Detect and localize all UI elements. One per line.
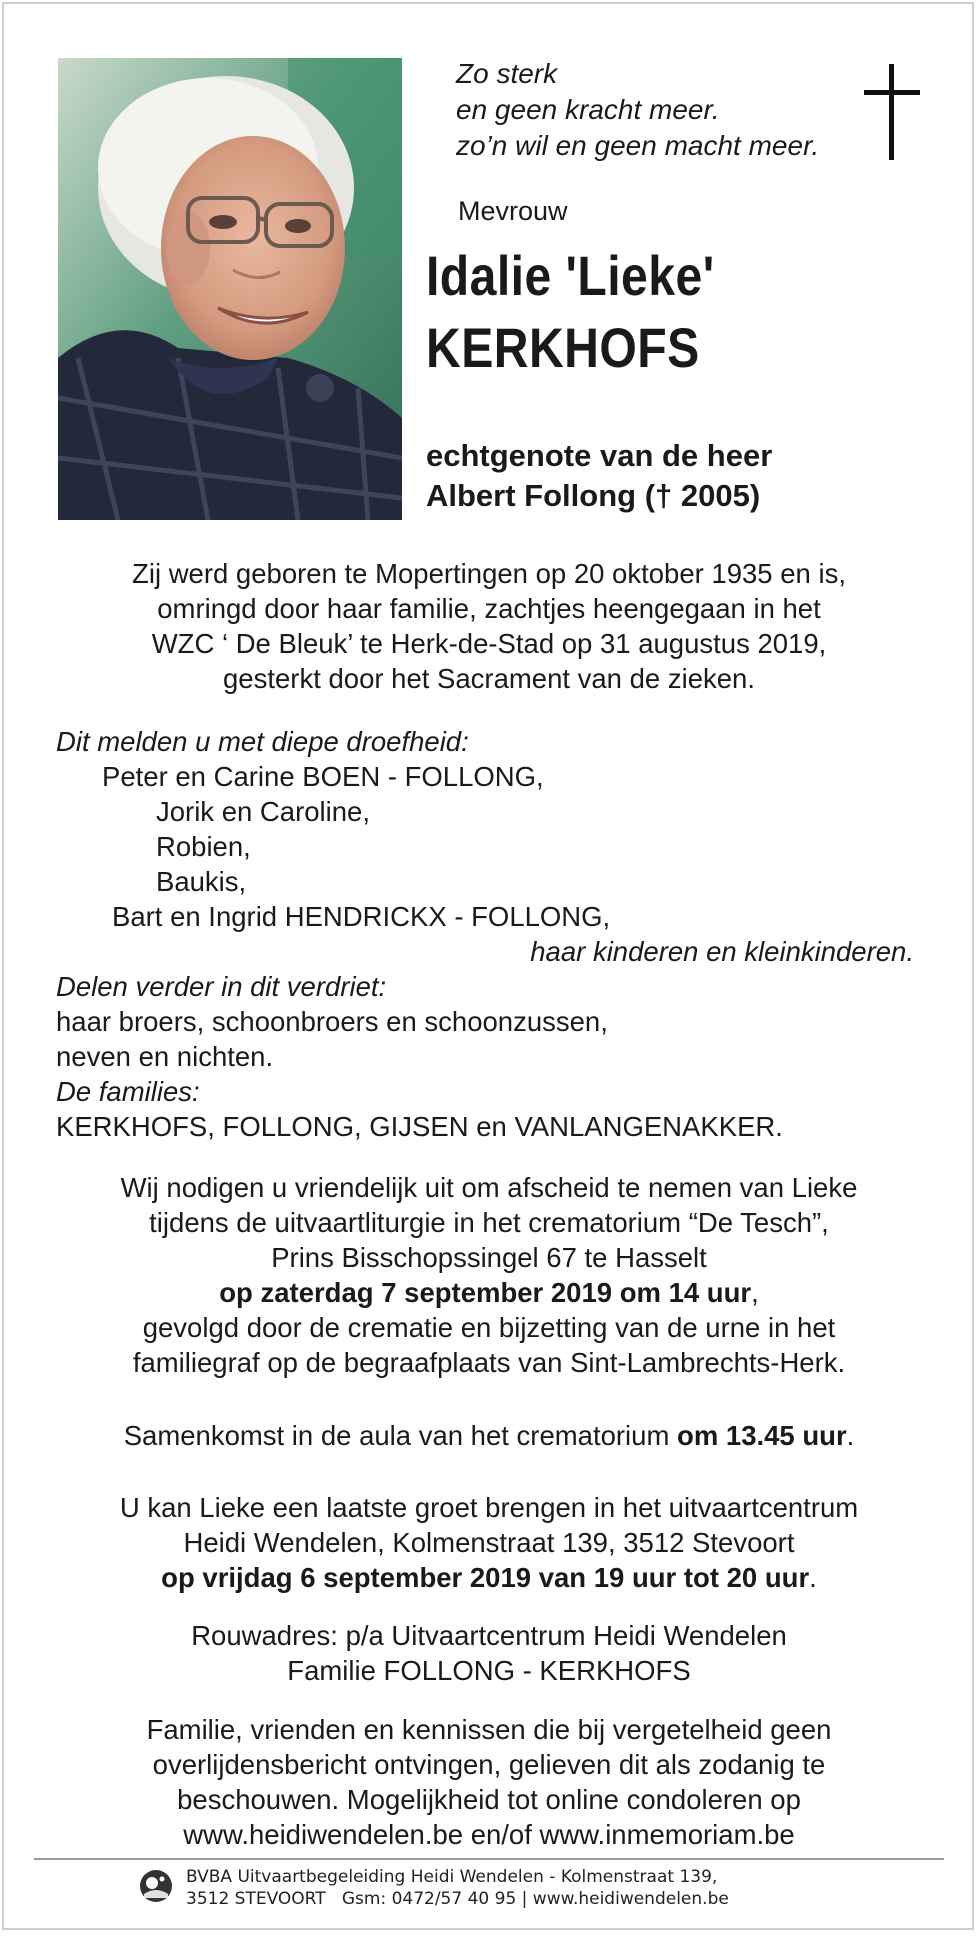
paragraph-line: omringd door haar familie, zachtjes heengegaan in het (157, 593, 821, 624)
poem (456, 56, 856, 164)
gathering-time: om 13.45 uur (677, 1420, 847, 1451)
family-intro: Dit melden u met diepe droefheid: (56, 726, 469, 757)
punctuation: . (809, 1562, 817, 1593)
footer-text (186, 1866, 729, 1910)
paragraph-line: U kan Lieke een laatste groet brengen in het uitvaartcentrum (119, 1492, 859, 1523)
paragraph-line: Familie, vrienden en kennissen die bij vergetelheid geen (146, 1714, 832, 1745)
address-line: Rouwadres: p/a Uitvaartcentrum Heidi Wendelen (191, 1620, 787, 1651)
deceased-name (426, 240, 715, 384)
paragraph-line: tijdens de uitvaartliturgie in het crematorium “De Tesch”, (149, 1207, 829, 1238)
paragraph-line: WZC ‘ De Bleuk’ te Herk-de-Stad op 31 augustus 2019, (151, 628, 827, 659)
footer-line: 3512 STEVOORT Gsm: 0472/57 40 95 | www.heidiwendelen.be (186, 1889, 729, 1909)
salutation: Mevrouw (458, 196, 568, 226)
share-intro: Delen verder in dit verdriet: (56, 971, 387, 1002)
paragraph-line: Wij nodigen u vriendelijk uit om afscheid te nemen van Lieke (120, 1172, 858, 1203)
punctuation: . (846, 1420, 855, 1451)
name-line: Idalie 'Lieke' (426, 244, 715, 307)
address-line: Familie FOLLONG - KERKHOFS (287, 1655, 691, 1686)
visitation-paragraph (56, 1490, 922, 1595)
website-line: www.heidiwendelen.be en/of www.inmemoriam.be (183, 1819, 795, 1850)
paragraph-line: gesterkt door het Sacrament van de zieken. (223, 663, 755, 694)
birth-paragraph (56, 556, 922, 696)
share-line: haar broers, schoonbroers en schoonzussen, (56, 1006, 608, 1037)
punctuation: , (751, 1277, 759, 1308)
poem-line: en geen kracht meer. (456, 94, 720, 125)
child-entry: Peter en Carine BOEN - FOLLONG, (102, 761, 544, 792)
families-list: KERKHOFS, FOLLONG, GIJSEN en VANLANGENAKKER. (56, 1111, 783, 1142)
grandchild-entry: Jorik en Caroline, (156, 796, 370, 827)
paragraph-line: beschouwen. Mogelijkheid tot online condoleren op (177, 1784, 801, 1815)
portrait-photo (58, 58, 402, 520)
grandchild-entry: Baukis, (156, 866, 247, 897)
visitation-date-line (56, 1560, 922, 1595)
paragraph-line: gevolgd door de crematie en bijzetting van de urne in het (142, 1312, 836, 1343)
gathering-line (56, 1418, 922, 1453)
family-section (56, 724, 922, 1144)
funeral-home-logo-icon (138, 1868, 174, 1904)
visitation-date: op vrijdag 6 september 2019 van 19 uur tot 20 uur (161, 1562, 810, 1593)
child-entry: Bart en Ingrid HENDRICKX - FOLLONG, (112, 901, 611, 932)
gathering-text: Samenkomst in de aula van het crematorium (123, 1420, 678, 1451)
poem-line: Zo sterk (456, 58, 558, 89)
notice-paragraph (56, 1712, 922, 1852)
grandchild-entry: Robien, (156, 831, 251, 862)
spouse-line: echtgenote van de heer (426, 438, 773, 473)
name-line: KERKHOFS (426, 316, 700, 379)
ceremony-date: op zaterdag 7 september 2019 om 14 uur (219, 1277, 752, 1308)
spouse-line: Albert Follong († 2005) (426, 478, 761, 513)
latin-cross-icon (862, 64, 922, 160)
paragraph-line: Heidi Wendelen, Kolmenstraat 139, 3512 Stevoort (183, 1527, 795, 1558)
ceremony-date-line (56, 1275, 922, 1310)
paragraph-line: familiegraf op de begraafplaats van Sint-Lambrechts-Herk. (132, 1347, 846, 1378)
paragraph-line: overlijdensbericht ontvingen, gelieven dit als zodanig te (152, 1749, 826, 1780)
paragraph-line: Zij werd geboren te Mopertingen op 20 oktober 1935 en is, (132, 558, 846, 589)
spouse-info (426, 436, 772, 516)
families-intro: De families: (56, 1076, 200, 1107)
footer-divider (34, 1858, 944, 1860)
poem-line: zo’n wil en geen macht meer. (456, 130, 820, 161)
gathering-paragraph (56, 1418, 922, 1453)
ceremony-paragraph (56, 1170, 922, 1380)
mourning-address (56, 1618, 922, 1688)
children-label: haar kinderen en kleinkinderen. (530, 936, 914, 967)
share-line: neven en nichten. (56, 1041, 274, 1072)
paragraph-line: Prins Bisschopssingel 67 te Hasselt (271, 1242, 707, 1273)
footer-line: BVBA Uitvaartbegeleiding Heidi Wendelen - Kolmenstraat 139, (186, 1867, 718, 1887)
